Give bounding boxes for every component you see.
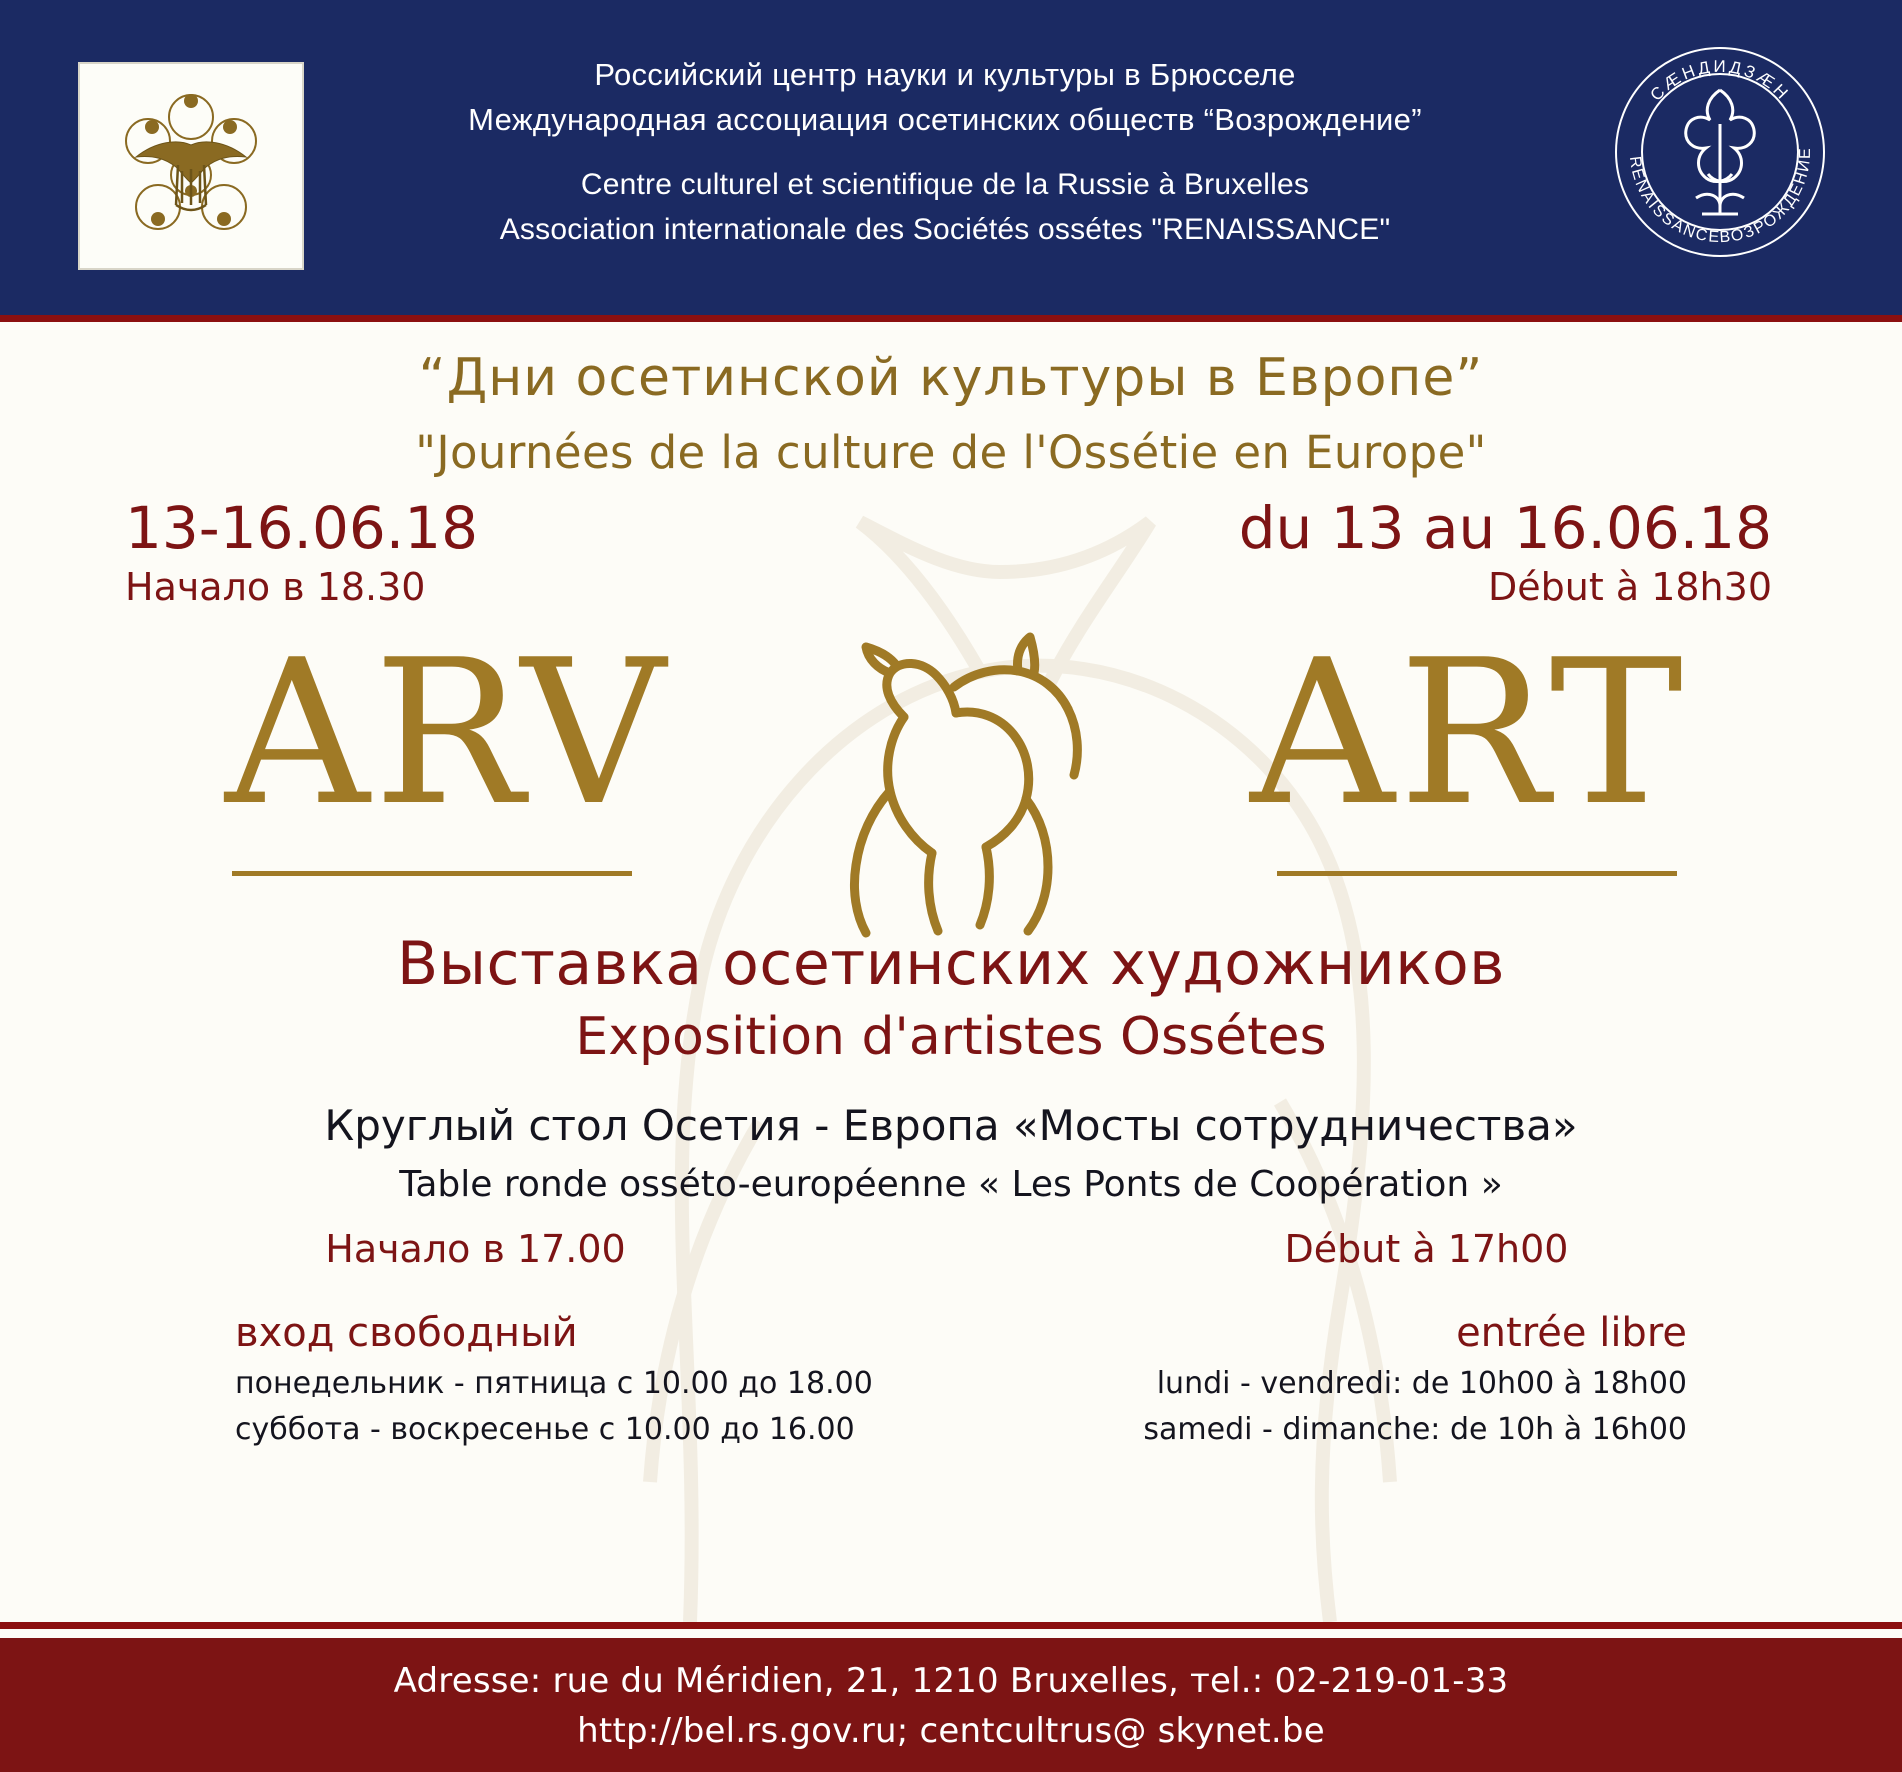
org-ru-line-1: Российский центр науки и культуры в Брюсселе [594,57,1296,92]
poster-footer [0,1638,1902,1772]
event-titles [0,322,1902,479]
hours-block-fr [1143,1305,1687,1453]
roundtable-times [0,1227,1902,1287]
opening-hours-section [0,1305,1902,1485]
footer-separator [0,1622,1902,1629]
date-fr: du 13 au 16.06.18 [1238,494,1772,562]
logo-rule-right [1277,871,1677,876]
roundtable-section [0,1101,1902,1287]
roundtable-time-fr: Début à 17h00 [1284,1227,1569,1271]
date-block-ru [125,495,478,613]
header-organizations [330,52,1560,252]
logo-text-art: ART [1250,617,1687,850]
arv-art-logo [0,619,1902,919]
emblem-frame [78,62,304,270]
svg-text:ВОЗРОЖДЕНИЕ: ВОЗРОЖДЕНИЕ [1719,146,1815,247]
org-fr-line-1: Centre culturel et scientifique de la Russie à Bruxelles [580,168,1310,201]
exposition-fr: Exposition d'artistes Ossétes [575,1007,1327,1067]
rearing-horse-icon [786,625,1116,955]
hours-block-ru [235,1305,873,1453]
free-entry-ru: вход свободный [235,1310,578,1356]
footer-gap [0,1629,1902,1638]
roundtable-fr: Table ronde osséto-européenne « Les Ponts de Coopération » [399,1164,1503,1205]
hours-ru-line-2: суббота - воскресенье с 10.00 до 16.00 [235,1412,855,1447]
date-fr-start-time: Début à 18h30 [1488,565,1772,609]
exposition-ru: Выставка осетинских художников [396,929,1506,999]
date-ru-start-time: Начало в 18.30 [125,565,426,609]
renaissance-seal-icon [1596,28,1844,276]
title-fr: "Journées de la culture de l'Ossétie en Europe" [415,426,1487,479]
hours-ru-line-1: понедельник - пятница с 10.00 до 18.00 [235,1366,873,1401]
exposition-heading [0,929,1902,1067]
roundtable-time-ru: Начало в 17.00 [325,1227,626,1271]
dates-row [0,495,1902,625]
hours-fr-line-1: lundi - vendredi: de 10h00 à 18h00 [1156,1366,1687,1401]
logo-text-arv: ARV [225,617,670,850]
org-ru-line-2: Международная ассоциация осетинских обществ “Возрождение” [468,102,1422,137]
poster-body [0,322,1902,1622]
svg-text:СÆНДИДЗÆН: СÆНДИДЗÆН [1646,56,1794,105]
svg-text:RENAISSANCE: RENAISSANCE [1625,155,1722,247]
hours-fr-line-2: samedi - dimanche: de 10h à 16h00 [1143,1412,1687,1447]
title-ru: “Дни осетинской культуры в Европе” [418,348,1484,408]
free-entry-fr: entrée libre [1456,1310,1687,1356]
footer-contact[interactable]: http://bel.rs.gov.ru; centcultrus@ skynet.be [577,1711,1325,1751]
roundtable-ru: Круглый стол Осетия - Европа «Мосты сотрудничества» [324,1101,1578,1150]
date-ru: 13-16.06.18 [125,494,479,562]
date-block-fr [1239,495,1772,613]
footer-address: Adresse: rue du Méridien, 21, 1210 Bruxelles, тel.: 02-219-01-33 [393,1661,1509,1701]
ossetian-lyre-eagles-emblem [96,79,286,254]
logo-rule-left [232,871,632,876]
poster-header [0,0,1902,322]
org-fr-line-2: Association internationale des Sociétés ossétes "RENAISSANCE" [499,213,1391,246]
